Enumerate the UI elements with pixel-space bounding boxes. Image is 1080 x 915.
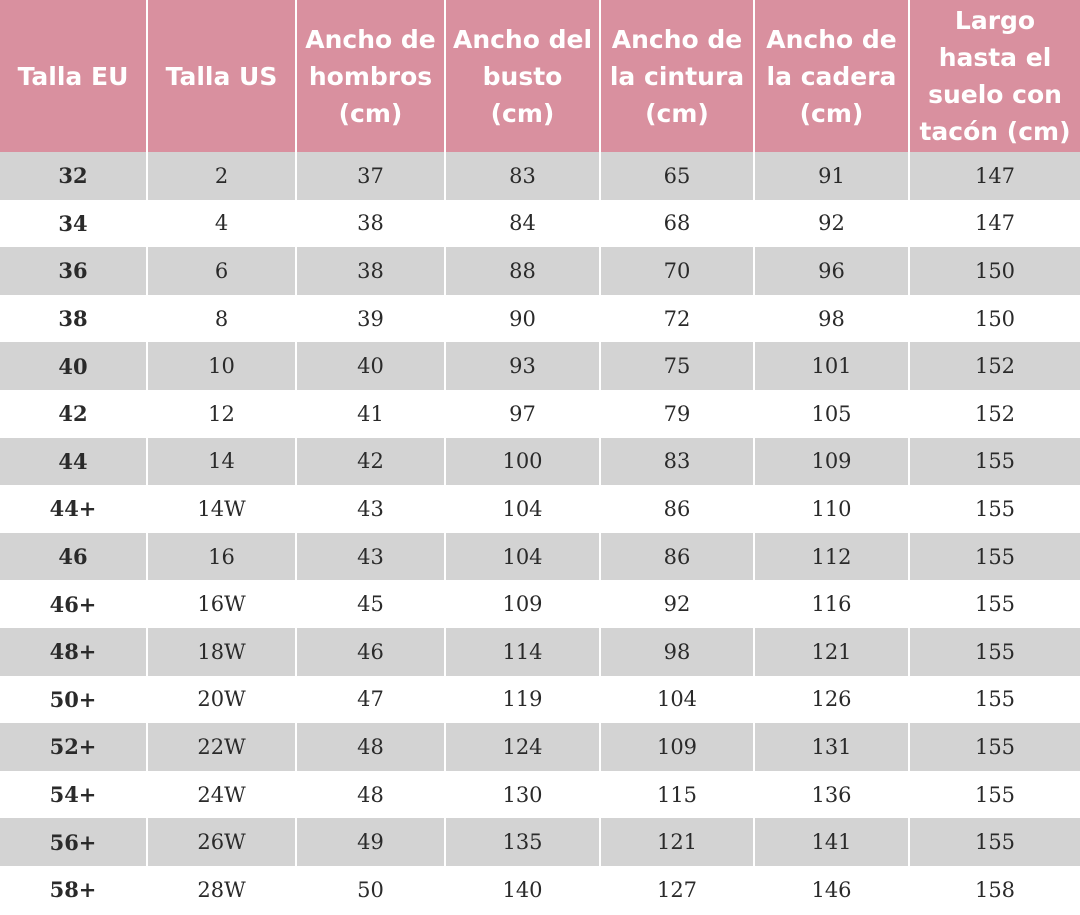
cell-ancho-busto: 124 — [446, 723, 601, 771]
cell-ancho-cadera: 146 — [755, 866, 910, 914]
table-row — [0, 628, 1080, 676]
cell-largo-suelo: 158 — [910, 866, 1080, 914]
cell-ancho-cadera: 96 — [755, 247, 910, 295]
table-row — [0, 866, 1080, 914]
cell-largo-suelo: 155 — [910, 628, 1080, 676]
table-body — [0, 152, 1080, 914]
table-row — [0, 390, 1080, 438]
header-row — [0, 0, 1080, 152]
column-header-ancho-cadera: Ancho de la cadera (cm) — [755, 0, 910, 152]
cell-ancho-hombros: 47 — [297, 676, 446, 724]
cell-ancho-cadera: 136 — [755, 771, 910, 819]
column-header-talla-eu: Talla EU — [0, 0, 148, 152]
cell-ancho-hombros: 38 — [297, 247, 446, 295]
cell-ancho-cadera: 91 — [755, 152, 910, 200]
cell-talla-us: 6 — [148, 247, 297, 295]
cell-ancho-busto: 90 — [446, 295, 601, 343]
cell-largo-suelo: 155 — [910, 438, 1080, 486]
cell-largo-suelo: 155 — [910, 485, 1080, 533]
cell-ancho-hombros: 50 — [297, 866, 446, 914]
cell-ancho-cintura: 92 — [601, 580, 755, 628]
cell-ancho-hombros: 43 — [297, 533, 446, 581]
table-row — [0, 723, 1080, 771]
cell-ancho-busto: 104 — [446, 485, 601, 533]
cell-ancho-hombros: 40 — [297, 342, 446, 390]
cell-largo-suelo: 155 — [910, 818, 1080, 866]
cell-talla-eu: 46 — [0, 533, 148, 581]
cell-ancho-cintura: 86 — [601, 485, 755, 533]
cell-talla-us: 2 — [148, 152, 297, 200]
cell-talla-eu: 58+ — [0, 866, 148, 914]
cell-ancho-busto: 93 — [446, 342, 601, 390]
cell-talla-us: 14W — [148, 485, 297, 533]
cell-talla-us: 26W — [148, 818, 297, 866]
cell-talla-eu: 56+ — [0, 818, 148, 866]
cell-ancho-cintura: 70 — [601, 247, 755, 295]
cell-talla-eu: 54+ — [0, 771, 148, 819]
column-header-ancho-cintura: Ancho de la cintura (cm) — [601, 0, 755, 152]
cell-ancho-hombros: 41 — [297, 390, 446, 438]
cell-ancho-cintura: 65 — [601, 152, 755, 200]
cell-ancho-cintura: 127 — [601, 866, 755, 914]
cell-ancho-cadera: 109 — [755, 438, 910, 486]
cell-talla-eu: 44 — [0, 438, 148, 486]
cell-ancho-busto: 97 — [446, 390, 601, 438]
cell-talla-eu: 34 — [0, 200, 148, 248]
cell-talla-us: 18W — [148, 628, 297, 676]
table-row — [0, 818, 1080, 866]
cell-ancho-cadera: 92 — [755, 200, 910, 248]
cell-ancho-cintura: 86 — [601, 533, 755, 581]
cell-talla-eu: 40 — [0, 342, 148, 390]
cell-ancho-busto: 114 — [446, 628, 601, 676]
cell-largo-suelo: 147 — [910, 152, 1080, 200]
cell-ancho-hombros: 48 — [297, 723, 446, 771]
cell-talla-us: 14 — [148, 438, 297, 486]
table-row — [0, 438, 1080, 486]
cell-ancho-cintura: 109 — [601, 723, 755, 771]
cell-talla-eu: 46+ — [0, 580, 148, 628]
cell-ancho-cintura: 121 — [601, 818, 755, 866]
cell-talla-eu: 48+ — [0, 628, 148, 676]
cell-largo-suelo: 155 — [910, 580, 1080, 628]
cell-ancho-cadera: 141 — [755, 818, 910, 866]
cell-ancho-cadera: 126 — [755, 676, 910, 724]
cell-largo-suelo: 150 — [910, 295, 1080, 343]
table-row — [0, 200, 1080, 248]
cell-ancho-hombros: 46 — [297, 628, 446, 676]
cell-talla-eu: 50+ — [0, 676, 148, 724]
cell-ancho-hombros: 39 — [297, 295, 446, 343]
cell-talla-eu: 32 — [0, 152, 148, 200]
cell-ancho-busto: 104 — [446, 533, 601, 581]
cell-ancho-hombros: 45 — [297, 580, 446, 628]
cell-largo-suelo: 155 — [910, 771, 1080, 819]
cell-ancho-hombros: 38 — [297, 200, 446, 248]
table-row — [0, 247, 1080, 295]
cell-ancho-busto: 140 — [446, 866, 601, 914]
cell-ancho-cintura: 75 — [601, 342, 755, 390]
cell-talla-us: 24W — [148, 771, 297, 819]
cell-ancho-busto: 100 — [446, 438, 601, 486]
cell-ancho-busto: 88 — [446, 247, 601, 295]
cell-largo-suelo: 150 — [910, 247, 1080, 295]
cell-ancho-busto: 119 — [446, 676, 601, 724]
cell-ancho-cadera: 110 — [755, 485, 910, 533]
cell-ancho-cadera: 116 — [755, 580, 910, 628]
cell-largo-suelo: 152 — [910, 342, 1080, 390]
cell-ancho-cintura: 83 — [601, 438, 755, 486]
cell-ancho-busto: 84 — [446, 200, 601, 248]
cell-ancho-cadera: 112 — [755, 533, 910, 581]
cell-talla-eu: 42 — [0, 390, 148, 438]
cell-largo-suelo: 155 — [910, 723, 1080, 771]
cell-ancho-hombros: 48 — [297, 771, 446, 819]
cell-talla-us: 8 — [148, 295, 297, 343]
cell-talla-us: 16W — [148, 580, 297, 628]
column-header-largo-suelo: Largo hasta el suelo con tacón (cm) — [910, 0, 1080, 152]
cell-ancho-hombros: 37 — [297, 152, 446, 200]
cell-ancho-cintura: 104 — [601, 676, 755, 724]
table-row — [0, 771, 1080, 819]
cell-talla-us: 16 — [148, 533, 297, 581]
cell-ancho-hombros: 43 — [297, 485, 446, 533]
cell-ancho-hombros: 42 — [297, 438, 446, 486]
cell-talla-eu: 52+ — [0, 723, 148, 771]
cell-ancho-busto: 135 — [446, 818, 601, 866]
table-row — [0, 485, 1080, 533]
cell-largo-suelo: 147 — [910, 200, 1080, 248]
cell-largo-suelo: 155 — [910, 533, 1080, 581]
cell-talla-us: 12 — [148, 390, 297, 438]
cell-largo-suelo: 152 — [910, 390, 1080, 438]
cell-ancho-cintura: 115 — [601, 771, 755, 819]
cell-ancho-cadera: 98 — [755, 295, 910, 343]
cell-ancho-busto: 109 — [446, 580, 601, 628]
cell-ancho-cintura: 68 — [601, 200, 755, 248]
table-row — [0, 152, 1080, 200]
cell-ancho-cintura: 72 — [601, 295, 755, 343]
table-row — [0, 342, 1080, 390]
cell-ancho-cadera: 101 — [755, 342, 910, 390]
cell-ancho-cintura: 98 — [601, 628, 755, 676]
cell-talla-us: 4 — [148, 200, 297, 248]
cell-ancho-cadera: 121 — [755, 628, 910, 676]
cell-talla-us: 20W — [148, 676, 297, 724]
cell-ancho-busto: 83 — [446, 152, 601, 200]
table-row — [0, 676, 1080, 724]
cell-talla-eu: 38 — [0, 295, 148, 343]
cell-ancho-cintura: 79 — [601, 390, 755, 438]
column-header-talla-us: Talla US — [148, 0, 297, 152]
column-header-ancho-busto: Ancho del busto (cm) — [446, 0, 601, 152]
cell-talla-eu: 36 — [0, 247, 148, 295]
cell-ancho-busto: 130 — [446, 771, 601, 819]
cell-talla-eu: 44+ — [0, 485, 148, 533]
table-header — [0, 0, 1080, 152]
cell-talla-us: 28W — [148, 866, 297, 914]
table-row — [0, 295, 1080, 343]
table-row — [0, 533, 1080, 581]
cell-largo-suelo: 155 — [910, 676, 1080, 724]
cell-ancho-cadera: 131 — [755, 723, 910, 771]
cell-talla-us: 10 — [148, 342, 297, 390]
table-row — [0, 580, 1080, 628]
column-header-ancho-hombros: Ancho de hombros (cm) — [297, 0, 446, 152]
cell-ancho-cadera: 105 — [755, 390, 910, 438]
cell-talla-us: 22W — [148, 723, 297, 771]
cell-ancho-hombros: 49 — [297, 818, 446, 866]
